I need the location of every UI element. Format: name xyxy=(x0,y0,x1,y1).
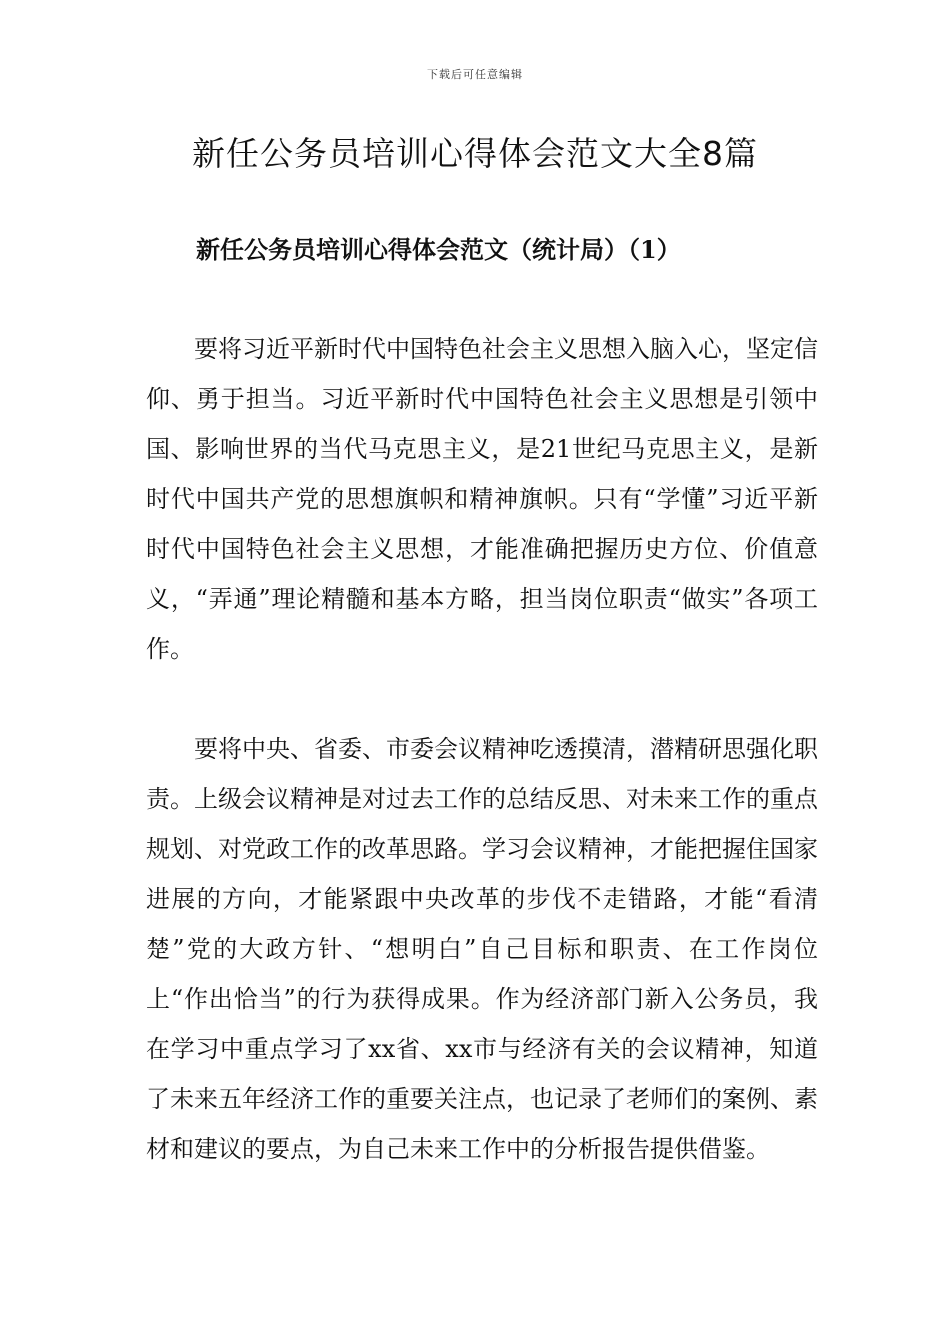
document-title: 新任公务员培训心得体会范文大全8篇 xyxy=(192,134,758,173)
body-paragraph: 要将中央、省委、市委会议精神吃透摸清，潜精研思强化职责。上级会议精神是对过去工作的总结反思、对未来工作的重点规划、对党政工作的改革思路。学习会议精神，才能把握住国家进展的方向，才能紧跟中央改革的步伐不走错路，才能“看清楚”党的大政方针、“想明白”自己目标和职责、在工作岗位上“作出恰当”的行为获得成果。作为经济部门新入公务员，我在学习中重点学习了xx省、xx市与经济有关的会议精神，知道了未来五年经济工作的重要关注点，也记录了老师们的案例、素材和建议的要点，为自己未来工作中的分析报告提供借鉴。 xyxy=(146,735,818,1163)
section-heading: 新任公务员培训心得体会范文（统计局）（1） xyxy=(196,235,681,264)
body-paragraph: 要将习近平新时代中国特色社会主义思想入脑入心，坚定信仰、勇于担当。习近平新时代中国特色社会主义思想是引领中国、影响世界的当代马克思主义，是21世纪马克思主义，是新时代中国共产党的思想旗帜和精神旗帜。只有“学懂”习近平新时代中国特色社会主义思想，才能准确把握历史方位、价值意义，“弄通”理论精髓和基本方略，担当岗位职责“做实”各项工作。 xyxy=(146,335,818,663)
header-note: 下载后可任意编辑 xyxy=(427,68,523,81)
